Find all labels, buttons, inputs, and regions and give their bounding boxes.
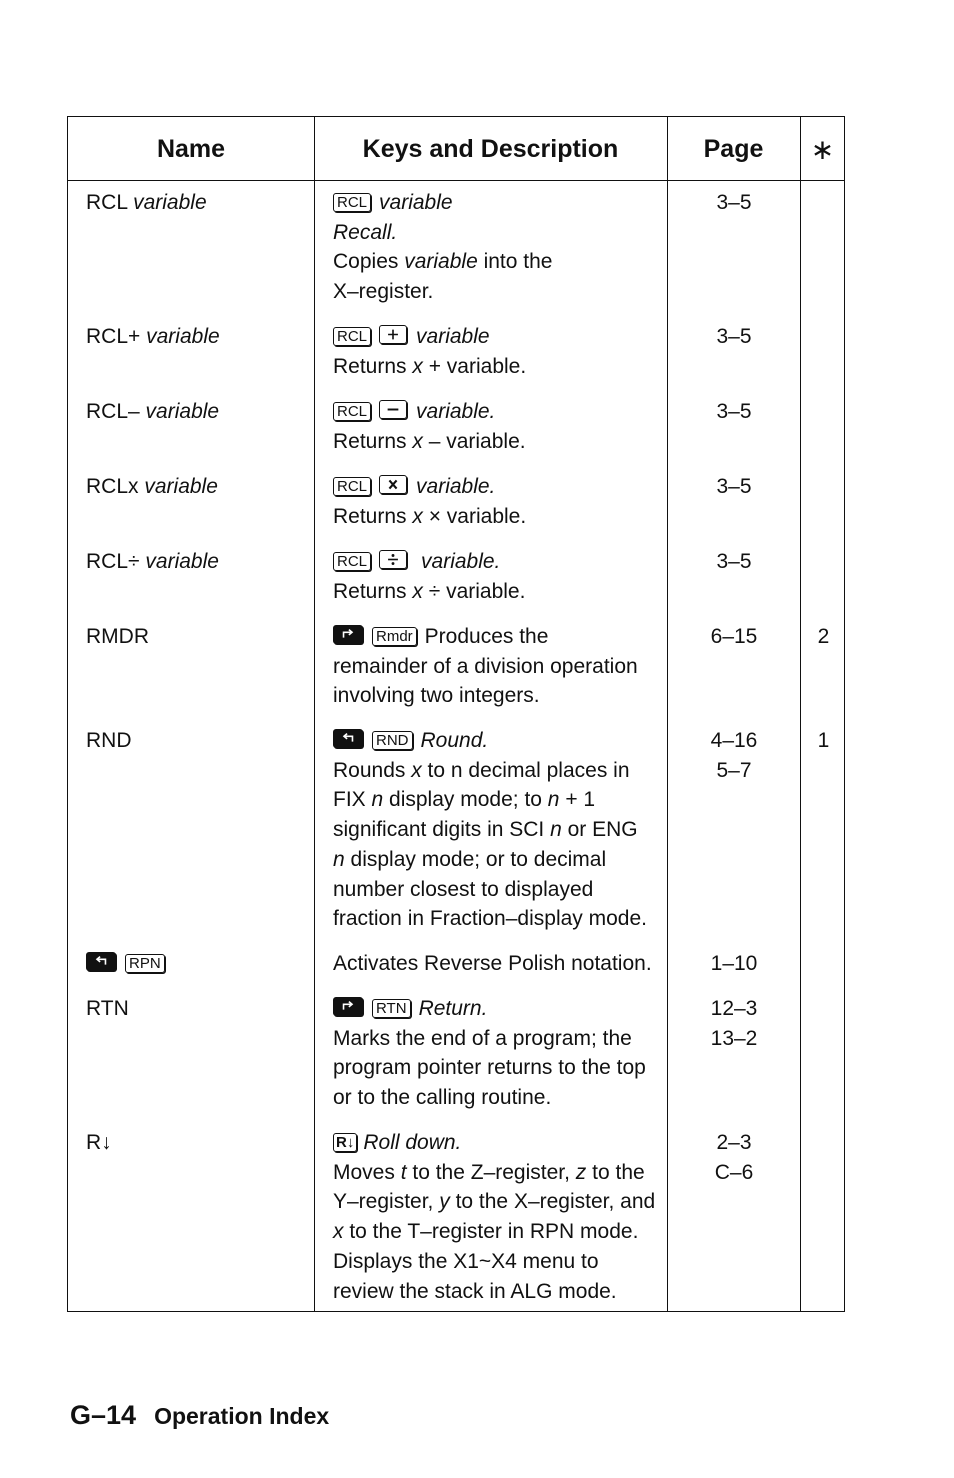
table-row-description: RCL variable Recall. Copies variable into the X–register. <box>333 191 553 304</box>
table-row-description: RCL variable. Returns x – variable. <box>333 400 526 453</box>
rcl-key: RCL <box>333 402 371 421</box>
table-row-name: RND <box>86 729 132 752</box>
rcl-key: RCL <box>333 552 371 571</box>
table-row-description: RCL variable. Returns x × variable. <box>333 475 527 528</box>
table-row-page: 6–15 <box>710 625 758 648</box>
page-number: G–14 <box>70 1400 137 1430</box>
table-row-page: 3–5 <box>716 475 752 498</box>
table-row-name <box>86 188 207 218</box>
table-row-note: 2 <box>817 625 830 648</box>
multiply-key-icon <box>379 475 407 494</box>
table-row-page: 1–10 <box>710 952 758 975</box>
divide-key-icon <box>379 550 407 569</box>
table-row-name: RCL÷ variable <box>86 550 219 573</box>
table-row-name: R↓ <box>86 1131 112 1154</box>
table-row-page: 3–5 <box>716 325 752 348</box>
page-footer <box>70 1400 329 1431</box>
rcl-key: RCL <box>333 477 371 496</box>
rnd-key: RND <box>372 731 413 750</box>
minus-key-icon <box>379 400 407 419</box>
right-shift-key-icon <box>333 625 363 644</box>
table-row-note: 1 <box>817 729 830 752</box>
table-row-description: RCL variable Returns x + variable. <box>333 325 527 378</box>
table-row-description: RND Round. Rounds x to n decimal places in FIX n display mode; to n + 1 significant digits in SCI n or ENG n display mode; or to decimal number closest to displayed fraction in Fraction–display mode. <box>333 729 647 931</box>
rpn-key: RPN <box>125 954 165 973</box>
table-row-description: RCL variable. Returns x ÷ variable. <box>333 550 526 603</box>
table-row-name <box>86 949 173 979</box>
plus-key-icon <box>379 325 407 344</box>
header-name: Name <box>156 134 226 163</box>
left-shift-key-icon <box>333 729 363 748</box>
left-shift-key-icon <box>86 952 116 971</box>
table-row-page: 4–16 5–7 <box>710 729 758 782</box>
table-row-name: RCLx variable <box>86 475 218 498</box>
table-row-name: RMDR <box>86 625 149 648</box>
name-variable: variable <box>133 191 207 214</box>
operation-index-table <box>67 116 845 1312</box>
table-row-name: RCL– variable <box>86 400 220 423</box>
table-row-page: 3–5 <box>716 550 752 573</box>
table-row-page: 12–3 13–2 <box>710 997 758 1050</box>
table-row-name: RCL+ variable <box>86 325 220 348</box>
header-note: ∗ <box>810 133 835 165</box>
rcl-key: RCL <box>333 193 371 212</box>
header-page: Page <box>703 134 764 163</box>
table-row-description: RTN Return. Marks the end of a program; the program pointer returns to the top or to the calling routine. <box>333 997 646 1110</box>
table-row-name: RTN <box>86 997 129 1020</box>
table-row-page: 3–5 <box>716 191 752 214</box>
table-row-description: R↓ Roll down. Moves t to the Z–register, z to the Y–register, y to the X–register, and x to the T–register in RPN mode. Displays the X1~X4 menu to review the stack in ALG mode. <box>333 1131 656 1303</box>
roll-down-key: R↓ <box>333 1133 357 1152</box>
header-keys-description: Keys and Description <box>362 134 619 163</box>
table-row-page: 2–3 C–6 <box>714 1131 754 1184</box>
table-row-page: 3–5 <box>716 400 752 423</box>
rcl-key: RCL <box>333 327 371 346</box>
section-title: Operation Index <box>154 1403 330 1429</box>
right-shift-key-icon <box>333 997 363 1016</box>
name-text: RCL <box>86 191 128 214</box>
rmdr-key: Rmdr <box>372 627 417 646</box>
rtn-key: RTN <box>372 999 411 1018</box>
table-row-description: Rmdr Produces the remainder of a division operation involving two integers. <box>333 625 638 708</box>
table-row-description: Activates Reverse Polish notation. <box>333 952 652 975</box>
